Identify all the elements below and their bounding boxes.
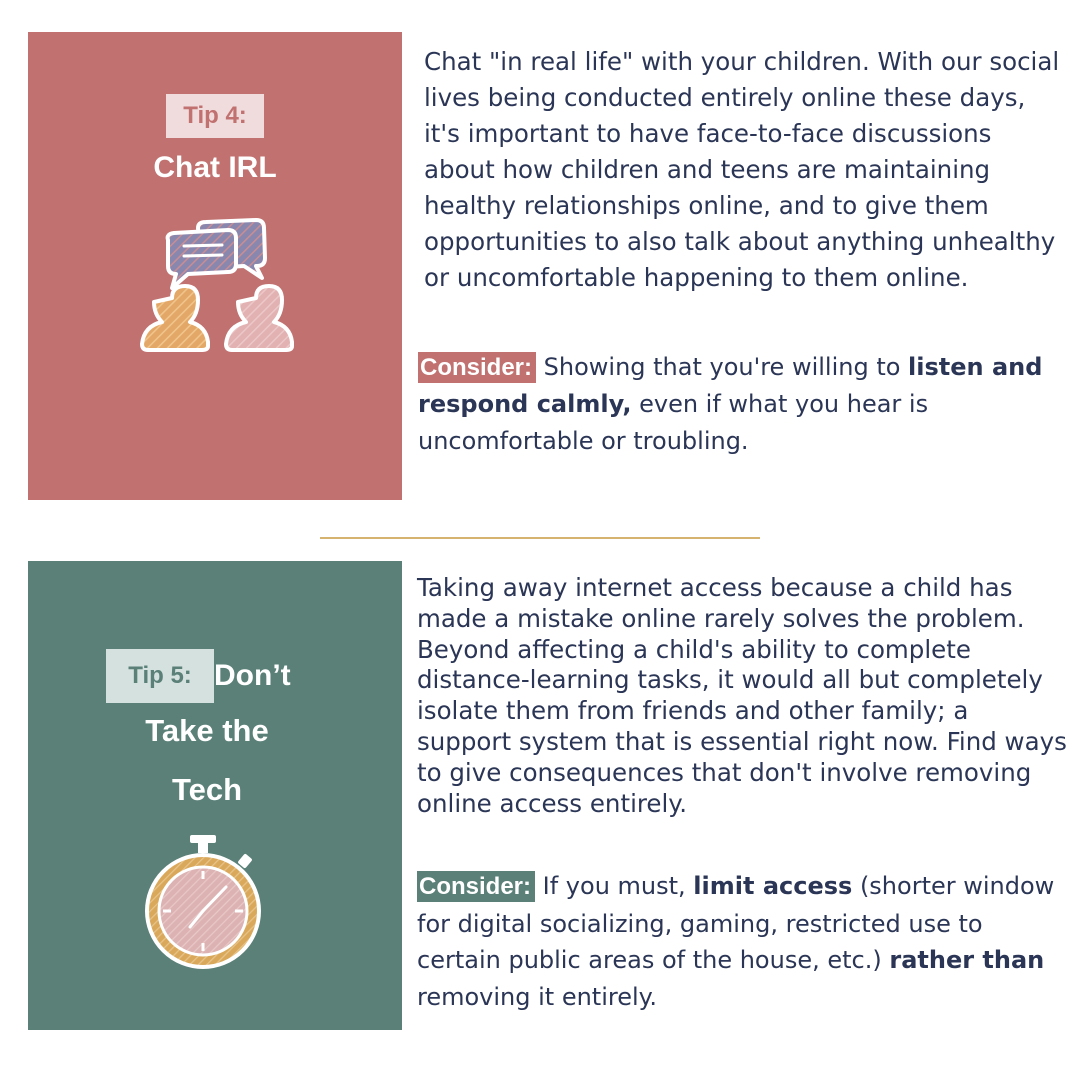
tip4-consider: [418, 349, 1058, 460]
tip5-consider-label: Consider:: [417, 871, 535, 902]
tip5-consider: [417, 868, 1057, 1015]
section-divider: [320, 537, 760, 539]
tip4-consider-text-2: even if what you hear is uncomfortable or troubling.: [418, 390, 929, 455]
tip5-title-line-2: Take the: [145, 713, 269, 748]
tip4-consider-label: Consider:: [418, 352, 536, 383]
tip5-title-line-1: Don’t: [214, 659, 291, 692]
tip5-consider-text-2: (shorter window for digital socializing, gaming, restricted use to certain public areas of the house, etc.): [417, 872, 1055, 974]
stopwatch-icon: [138, 829, 268, 969]
tip4-consider-text-1: Showing that you're willing to: [536, 353, 909, 381]
tip5-consider-bold-1: limit access: [693, 872, 853, 900]
tip5-body-text: Taking away internet access because a child has made a mistake online rarely solves the problem. Beyond affecting a child's ability to complete distance-learning tasks, it would all but completely isolate them from friends and other family; a support system that is essential right now. Find ways to give consequences that don't involve removing online access entirely.: [417, 573, 1067, 818]
tip4-tag: Tip 4:: [166, 94, 264, 138]
tip4-body-text: Chat "in real life" with your children. With our social lives being conducted entirely online these days, it's important to have face-to-face discussions about how children and teens are maintaining healthy relationships online, and to give them opportunities to also talk about anything unhealthy or uncomfortable happening to them online.: [424, 47, 1060, 292]
tip4-title: Chat IRL: [153, 151, 277, 184]
tip5-tag: Tip 5:: [106, 649, 214, 703]
tip4-consider-bold: listen and respond calmly,: [418, 353, 1043, 418]
tip5-title-line-3: Tech: [171, 772, 243, 807]
tip5-panel: [28, 561, 402, 1030]
tip4-panel: [28, 32, 402, 500]
tip5-consider-bold-2: rather than: [889, 946, 1045, 974]
tip5-consider-text-3: removing it entirely.: [417, 982, 658, 1011]
tip5-consider-text-1: If you must,: [535, 872, 694, 900]
chat-people-icon: [138, 218, 328, 378]
